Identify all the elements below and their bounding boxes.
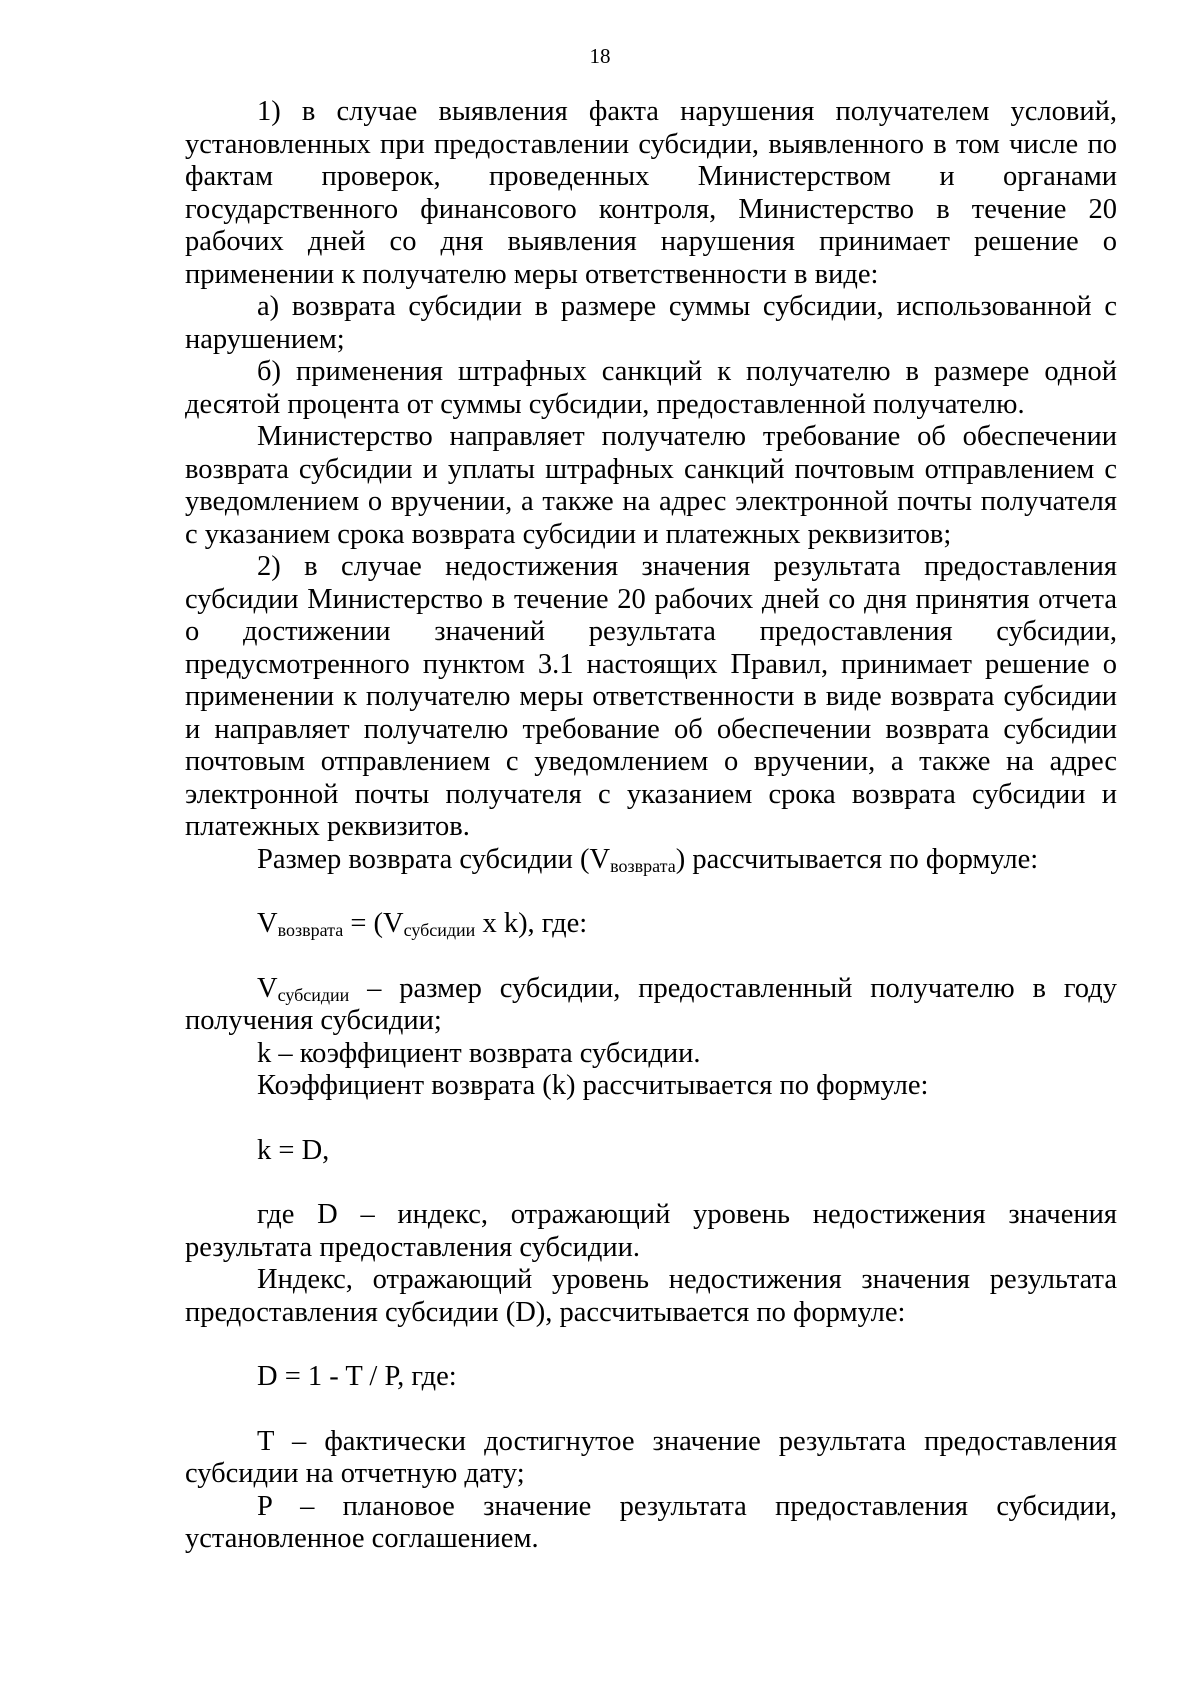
spacer xyxy=(185,1394,1117,1426)
subscript: субсидии xyxy=(277,984,350,1005)
text-fragment: x k), где: xyxy=(475,908,588,939)
paragraph-k-formula-intro: Коэффициент возврата (k) рассчитывается по формуле: xyxy=(257,1070,929,1101)
subscript: возврата xyxy=(610,855,676,876)
text-fragment: = (V xyxy=(343,908,404,939)
paragraph-item-b: б) применения штрафных санкций к получателю в размере одной десятой процента от суммы субсидии, предоставленной получателю. xyxy=(185,356,1117,420)
paragraph-p-definition: P – плановое значение результата предоставления субсидии, установленное соглашением. xyxy=(185,1490,1117,1554)
paragraph-ministry-requirement: Министерство направляет получателю требование об обеспечении возврата субсидии и уплаты штрафных санкций почтовым отправлением с уведомлением о вручении, а также на адрес электронной почты получателя с указанием срока возврата субсидии и платежных реквизитов; xyxy=(185,421,1117,550)
formula-k: k = D, xyxy=(257,1134,330,1166)
page-number: 18 xyxy=(589,44,611,68)
spacer xyxy=(185,1167,1117,1199)
text-fragment: Размер возврата субсидии (V xyxy=(257,843,611,875)
paragraph-violation-measures: 1) в случае выявления факта нарушения получателем условий, установленных при предоставлении субсидии, выявленного в том числе по фактам проверок, проведенных Министерством и органами государственного финансового контроля, Министерство в течение 20 рабочих дней со дня выявления нарушения принимает решение о применении к получателю меры ответственности в виде: xyxy=(185,96,1117,290)
variable: V xyxy=(257,972,278,1004)
paragraph-d-definition: где D – индекс, отражающий уровень недостижения значения результата предоставления субсидии. xyxy=(185,1199,1117,1263)
spacer xyxy=(185,1329,1117,1361)
text-fragment: – размер субсидии, предоставленный получателю в году получения субсидии; xyxy=(185,972,1117,1036)
spacer xyxy=(185,876,1117,908)
spacer xyxy=(185,1103,1117,1135)
paragraph-return-amount-intro xyxy=(185,844,1117,877)
formula-return-amount xyxy=(185,908,1117,941)
text-fragment: ) рассчитывается по формуле: xyxy=(675,843,1039,875)
paragraph-t-definition: T – фактически достигнутое значение результата предоставления субсидии на отчетную дату; xyxy=(185,1425,1117,1489)
paragraph-item-a: а) возврата субсидии в размере суммы субсидии, использованной с нарушением; xyxy=(185,291,1117,355)
paragraph-v-subsidy-definition xyxy=(185,973,1117,1038)
paragraph-non-achievement: 2) в случае недостижения значения результата предоставления субсидии Министерство в течение 20 рабочих дней со дня принятия отчета о достижении значений результата предоставления субсидии, предусмотренного пунктом 3.1 настоящих Правил, принимает решение о применении к получателю меры ответственности в виде возврата субсидии и направляет получателю требование об обеспечении возврата субсидии почтовым отправлением с уведомлением о вручении, а также на адрес электронной почты получателя с указанием срока возврата субсидии и платежных реквизитов. xyxy=(185,551,1117,842)
formula-d: D = 1 - T / P, где: xyxy=(257,1361,457,1392)
document-body xyxy=(185,96,1117,1556)
paragraph-k-definition: k – коэффициент возврата субсидии. xyxy=(257,1037,701,1069)
variable: V xyxy=(257,908,278,939)
spacer xyxy=(185,941,1117,973)
subscript: возврата xyxy=(277,920,344,940)
paragraph-d-formula-intro: Индекс, отражающий уровень недостижения значения результата предоставления субсидии (D), рассчитывается по формуле: xyxy=(185,1264,1117,1328)
subscript: субсидии xyxy=(403,920,476,940)
